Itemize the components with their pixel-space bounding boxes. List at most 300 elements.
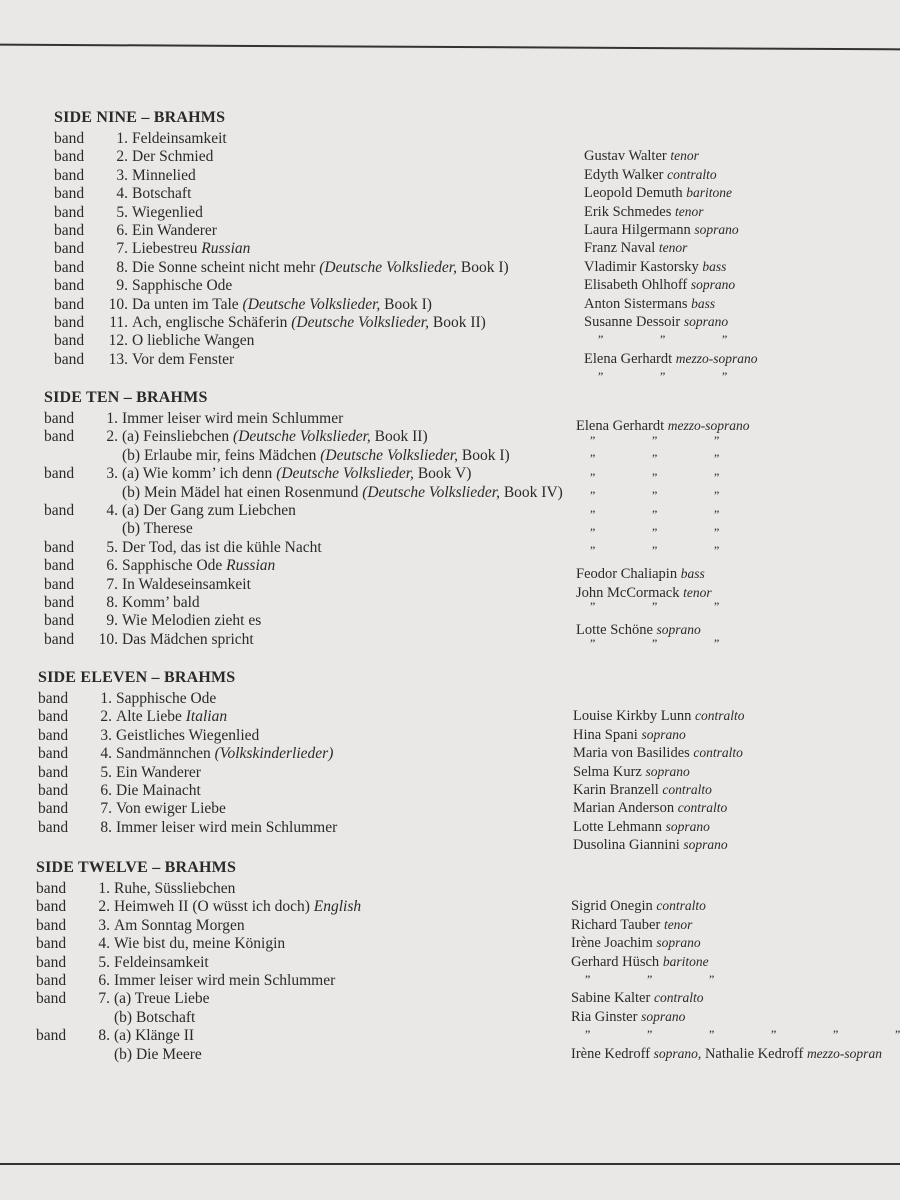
band-label: band <box>54 130 85 147</box>
band-row <box>54 277 900 295</box>
band-number: 7. <box>106 575 118 593</box>
ditto-marks <box>590 488 776 503</box>
side-section <box>0 388 900 649</box>
band-label: band <box>54 258 85 276</box>
ditto-mark: ” <box>652 488 658 503</box>
performer-name: Lotte Schöne <box>576 621 653 638</box>
voice-type: mezzo-soprano <box>675 350 758 366</box>
band-label: band <box>54 332 85 350</box>
song-note: (Deutsche Volkslieder, <box>276 465 414 483</box>
voice-type: contralto <box>667 166 717 182</box>
performer-name: Gerhard Hüsch <box>571 953 660 970</box>
ditto-mark: ” <box>590 525 596 539</box>
performer-name: Karin Branzell <box>573 782 659 798</box>
performer-credit <box>571 990 703 1007</box>
ditto-mark: ” <box>722 369 728 384</box>
song-title-text: Der Schmied <box>132 148 214 166</box>
ditto-marks <box>590 636 776 651</box>
song-title <box>122 594 200 612</box>
song-title <box>132 204 203 222</box>
voice-type: contralto <box>662 782 712 797</box>
song-title-text: Ein Wanderer <box>132 221 217 239</box>
song-title <box>122 520 193 538</box>
voice-type: baritone <box>686 185 733 201</box>
voice-type: soprano <box>656 621 701 637</box>
ditto-marks <box>585 972 771 987</box>
song-title-text: (b) Mein Mädel hat einen Rosenmund <box>122 483 359 501</box>
band-number: 1. <box>98 880 110 897</box>
song-title <box>114 1046 202 1064</box>
song-title-text: (b) Erlaube mir, feins Mädchen <box>122 446 317 464</box>
ditto-mark: ” <box>590 506 596 521</box>
band-label: band <box>36 990 67 1008</box>
performer-name: Sabine Kalter <box>571 990 651 1007</box>
ditto-mark: ” <box>660 332 666 347</box>
band-label: band <box>44 501 75 519</box>
performer-credit <box>576 566 705 583</box>
band-number: 4. <box>100 745 112 763</box>
ditto-marks <box>590 433 776 448</box>
band-row <box>38 819 900 837</box>
performer-credit <box>573 800 727 817</box>
voice-type: tenor <box>670 148 699 164</box>
band-label: band <box>38 800 69 818</box>
song-note: (Deutsche Volkslieder, <box>320 446 458 464</box>
voice-type: bass <box>680 566 705 582</box>
performer-credit <box>571 935 701 952</box>
band-number: 8. <box>106 593 118 611</box>
ditto-marks <box>590 525 776 540</box>
song-title <box>132 185 191 203</box>
ditto-mark: ” <box>652 636 658 651</box>
voice-type: contralto <box>653 990 704 1006</box>
performer-name: Nathalie Kedroff <box>704 1045 804 1062</box>
performer-name: Louise Kirkby Lunn <box>573 708 692 725</box>
song-title-text: Heimweh II (O wüsst ich doch) <box>114 898 310 916</box>
song-title <box>116 819 337 837</box>
performer-credit <box>584 296 715 313</box>
side-title: SIDE TEN – BRAHMS <box>44 389 208 406</box>
song-title-text: Von ewiger Liebe <box>116 800 226 818</box>
performer-name: Leopold Demuth <box>584 185 683 202</box>
song-title-text: (a) Feinsliebchen <box>122 428 230 446</box>
side-section <box>0 668 900 854</box>
band-row <box>54 296 900 314</box>
band-number: 3. <box>106 465 118 483</box>
band-label: band <box>36 971 67 989</box>
band-number: 7. <box>98 990 110 1008</box>
ditto-mark: ” <box>590 469 596 484</box>
voice-type: soprano <box>645 763 690 779</box>
song-title-text: Wie bist du, meine Königin <box>114 935 286 953</box>
ditto-mark: ” <box>652 469 658 484</box>
performer-credit <box>573 708 745 725</box>
song-title-text: Sandmännchen <box>116 745 211 763</box>
ditto-mark: ” <box>590 451 596 466</box>
band-number: 6. <box>116 221 128 239</box>
performer-credit <box>584 185 732 202</box>
song-title <box>114 917 245 935</box>
band-label: band <box>54 185 85 203</box>
band-number: 7. <box>116 240 128 258</box>
song-title <box>132 259 509 277</box>
performer-credit <box>584 167 717 184</box>
band-number: 6. <box>106 557 118 575</box>
band-label: band <box>38 763 69 781</box>
band-number: 3. <box>116 166 128 184</box>
song-note: Russian <box>201 240 251 258</box>
ditto-mark: ” <box>714 525 720 539</box>
voice-type: contralto <box>677 800 728 816</box>
band-number: 8. <box>116 258 128 276</box>
ditto-mark: ” <box>590 636 596 651</box>
song-title-text: Wiegenlied <box>132 203 203 221</box>
song-title <box>122 484 563 502</box>
song-title-text: Sapphische Ode <box>116 690 217 707</box>
song-title-text: Ach, englische Schäferin <box>132 313 288 331</box>
band-number: 10. <box>108 295 128 313</box>
band-number: 6. <box>100 781 112 799</box>
song-title-text: Sapphische Ode <box>122 557 223 575</box>
song-title <box>116 727 259 745</box>
band-number: 1. <box>100 690 112 707</box>
song-title <box>114 935 285 953</box>
band-number: 5. <box>100 763 112 781</box>
ditto-mark: ” <box>714 433 720 447</box>
band-row <box>44 576 900 594</box>
song-note: (Deutsche Volkslieder, <box>362 483 500 501</box>
band-number: 3. <box>98 916 110 934</box>
band-label: band <box>54 203 85 221</box>
performer-name: Elisabeth Ohlhoff <box>584 277 688 294</box>
song-title-text: O liebliche Wangen <box>132 332 255 350</box>
voice-type: soprano <box>690 277 736 293</box>
song-title <box>132 167 196 185</box>
voice-type: mezzo-sopran <box>806 1045 882 1061</box>
voice-type: bass <box>691 295 716 311</box>
performer-credit <box>584 240 687 257</box>
band-row <box>38 727 900 745</box>
band-row <box>38 782 900 800</box>
song-title <box>122 539 322 557</box>
band-label: band <box>54 148 85 166</box>
song-title <box>132 314 486 332</box>
performer-name: Vladimir Kastorsky <box>584 258 699 275</box>
voice-type: soprano <box>694 222 739 237</box>
performer-credit <box>584 222 739 239</box>
band-row <box>36 990 900 1008</box>
performer-name: Ria Ginster <box>571 1008 638 1025</box>
song-title-text: Alte Liebe <box>116 708 182 726</box>
ditto-mark: ” <box>647 972 653 986</box>
band-number: 2. <box>116 148 128 166</box>
band-number: 5. <box>116 203 128 221</box>
song-note: Russian <box>226 557 276 575</box>
performer-name: Erik Schmedes <box>584 203 672 220</box>
performer-name: Marian Anderson <box>573 800 675 817</box>
song-note: (Deutsche Volkslieder, <box>319 258 457 276</box>
band-number: 8. <box>98 1027 110 1045</box>
song-title <box>132 332 254 350</box>
band-label: band <box>36 953 67 971</box>
voice-type: contralto <box>656 898 706 914</box>
ditto-mark: ” <box>652 598 658 613</box>
side-section <box>0 858 900 1064</box>
band-row <box>36 954 900 972</box>
song-note: (Deutsche Volkslieder, <box>233 428 371 446</box>
ditto-mark: ” <box>590 488 596 503</box>
band-row <box>36 880 900 898</box>
performer-credit <box>584 148 699 165</box>
performer-credit <box>584 204 704 221</box>
band-label: band <box>38 708 69 726</box>
voice-type: soprano <box>683 314 729 329</box>
performer-credit <box>573 819 710 836</box>
song-book: Book II) <box>374 428 428 446</box>
ditto-mark: ” <box>709 972 715 986</box>
song-title <box>114 880 235 898</box>
ditto-mark: ” <box>714 451 720 466</box>
song-title <box>132 277 232 295</box>
performer-credit <box>573 745 743 762</box>
performer-name: Irène Joachim <box>571 935 653 952</box>
song-note: (Deutsche Volkslieder, <box>291 313 429 331</box>
song-title <box>122 612 261 630</box>
song-title <box>122 428 428 446</box>
song-title-text: Feldeinsamkeit <box>132 130 227 147</box>
voice-type: soprano <box>683 837 728 853</box>
song-title <box>116 708 227 726</box>
performer-name: Elena Gerhardt <box>584 350 673 367</box>
band-label: band <box>44 630 75 648</box>
performer-credit <box>571 954 709 971</box>
band-number: 2. <box>106 428 118 446</box>
band-row <box>54 240 900 258</box>
song-title-text: Immer leiser wird mein Schlummer <box>122 410 344 427</box>
performer-credit <box>584 277 735 294</box>
band-row <box>54 314 900 332</box>
band-label: band <box>38 781 69 799</box>
ditto-marks <box>590 543 776 558</box>
song-title-text: Da unten im Tale <box>132 295 239 313</box>
ditto-mark: ” <box>585 1027 591 1042</box>
song-title <box>114 1027 194 1045</box>
song-title <box>114 954 209 972</box>
song-title-text: Ruhe, Süssliebchen <box>114 880 236 897</box>
performer-credit <box>571 1009 685 1026</box>
band-number: 9. <box>116 277 128 295</box>
band-label: band <box>54 277 85 295</box>
band-row <box>36 1009 900 1027</box>
song-title-text: (a) Der Gang zum Liebchen <box>122 501 296 519</box>
ditto-mark: ” <box>660 369 666 384</box>
band-row <box>54 185 900 203</box>
performer-name: Dusolina Giannini <box>573 837 680 854</box>
song-title-text: Liebestreu <box>132 240 198 258</box>
song-title-text: Die Sonne scheint nicht mehr <box>132 258 316 276</box>
band-number: 8. <box>100 818 112 836</box>
ditto-mark: ” <box>895 1027 900 1042</box>
ditto-mark: ” <box>598 332 604 347</box>
voice-type: tenor <box>675 203 704 219</box>
band-label: band <box>54 350 85 368</box>
band-label: band <box>38 745 69 763</box>
band-label: band <box>54 221 85 239</box>
ditto-mark: ” <box>722 332 728 347</box>
performer-credit <box>584 314 728 331</box>
band-label: band <box>54 240 85 258</box>
song-title-text: Immer leiser wird mein Schlummer <box>114 971 336 989</box>
band-number: 1. <box>106 410 118 427</box>
band-label: band <box>38 818 69 836</box>
performer-name: Anton Sistermans <box>584 295 688 312</box>
ditto-mark: ” <box>590 598 596 613</box>
performer-credit <box>584 351 758 368</box>
voice-type: soprano <box>665 818 710 834</box>
ditto-mark: ” <box>590 433 596 447</box>
song-title <box>122 465 471 483</box>
song-title <box>116 800 226 818</box>
side-title: SIDE ELEVEN – BRAHMS <box>38 669 236 686</box>
song-book: Book V) <box>417 465 472 483</box>
song-title <box>114 1009 195 1027</box>
performer-credit <box>573 727 686 744</box>
band-label: band <box>38 690 69 707</box>
song-book: Book II) <box>432 313 486 331</box>
performer-name: Elena Gerhardt <box>576 418 665 435</box>
band-label: band <box>36 880 67 897</box>
song-note: (Volkskinderlieder) <box>214 745 334 763</box>
band-label: band <box>44 428 75 446</box>
ditto-mark: ” <box>714 636 720 651</box>
voice-type: soprano, <box>653 1045 702 1061</box>
band-row <box>54 167 900 185</box>
song-title <box>116 782 201 800</box>
band-number: 1. <box>116 130 128 147</box>
song-title-text: (a) Treue Liebe <box>114 990 210 1008</box>
voice-type: baritone <box>662 953 709 969</box>
voice-type: contralto <box>693 745 743 761</box>
side-title: SIDE TWELVE – BRAHMS <box>36 859 237 876</box>
song-title <box>132 351 234 369</box>
song-title <box>116 745 333 763</box>
performer-name: Sigrid Onegin <box>571 898 653 915</box>
voice-type: soprano <box>656 935 701 951</box>
performer-credit <box>571 898 706 915</box>
ditto-mark: ” <box>714 488 720 503</box>
performer-name: Irène Kedroff <box>571 1045 651 1062</box>
band-row <box>38 708 900 726</box>
song-title <box>122 576 251 594</box>
song-title-text: Wie Melodien zieht es <box>122 612 262 630</box>
performer-name: Maria von Basilides <box>573 745 690 762</box>
band-row <box>38 690 900 708</box>
band-number: 3. <box>100 726 112 744</box>
song-title-text: Vor dem Fenster <box>132 350 235 368</box>
band-row <box>36 917 900 935</box>
band-label: band <box>44 612 75 630</box>
song-title <box>116 690 216 708</box>
ditto-marks <box>590 507 776 522</box>
song-title <box>122 447 510 465</box>
song-title-text: Geistliches Wiegenlied <box>116 726 260 744</box>
song-book: Book I) <box>461 446 510 464</box>
song-title <box>122 502 296 520</box>
performer-name: Edyth Walker <box>584 166 664 183</box>
band-label: band <box>44 410 75 427</box>
ditto-mark: ” <box>652 525 658 539</box>
band-row <box>54 351 900 369</box>
band-row <box>54 148 900 166</box>
ditto-mark: ” <box>652 506 658 521</box>
band-row <box>44 557 900 575</box>
song-title-text: (b) Die Meere <box>114 1045 202 1063</box>
song-title-text: (b) Therese <box>122 520 193 538</box>
ditto-mark: ” <box>585 972 591 986</box>
band-row <box>44 612 900 630</box>
song-title <box>114 990 210 1008</box>
ditto-marks <box>598 332 784 347</box>
band-row <box>36 935 900 953</box>
song-title-text: Feldeinsamkeit <box>114 953 209 971</box>
band-label: band <box>36 916 67 934</box>
ditto-mark: ” <box>833 1027 839 1042</box>
song-book: Book I) <box>384 295 432 313</box>
performer-name: John McCormack <box>576 584 680 601</box>
performer-name: Franz Naval <box>584 240 656 257</box>
performer-name: Lotte Lehmann <box>573 818 662 835</box>
voice-type: contralto <box>695 708 745 724</box>
song-book: Book I) <box>460 258 509 276</box>
performer-credit <box>571 917 692 934</box>
performer-name: Feodor Chaliapin <box>576 566 678 583</box>
song-title-text: Minnelied <box>132 166 196 184</box>
song-title <box>122 557 275 575</box>
voice-type: soprano <box>641 1008 686 1024</box>
band-number: 5. <box>106 538 118 556</box>
ditto-mark: ” <box>714 543 720 558</box>
song-title <box>132 148 213 166</box>
band-row <box>54 130 900 148</box>
band-label: band <box>44 575 75 593</box>
song-title <box>114 898 361 916</box>
song-note: English <box>313 898 362 916</box>
song-title <box>132 222 217 240</box>
band-row <box>38 745 900 763</box>
band-label: band <box>44 538 75 556</box>
band-number: 9. <box>106 612 118 630</box>
ditto-marks <box>590 599 776 614</box>
voice-type: bass <box>702 258 727 274</box>
song-title-text: Am Sonntag Morgen <box>114 916 245 934</box>
performer-credit <box>573 837 728 854</box>
song-title <box>122 631 254 649</box>
ditto-marks <box>598 369 784 384</box>
song-title <box>132 240 250 258</box>
voice-type: mezzo-soprano <box>667 418 750 434</box>
performer-name: Hina Spani <box>573 726 638 743</box>
song-title-text: Der Tod, das ist die kühle Nacht <box>122 538 322 556</box>
song-note: Italian <box>185 708 228 726</box>
ditto-mark: ” <box>652 451 658 466</box>
ditto-marks <box>590 470 776 485</box>
band-label: band <box>54 166 85 184</box>
performer-credit <box>573 782 712 799</box>
song-title <box>132 296 432 314</box>
performer-credit <box>573 764 690 781</box>
band-row <box>36 898 900 916</box>
band-number: 12. <box>108 332 128 350</box>
